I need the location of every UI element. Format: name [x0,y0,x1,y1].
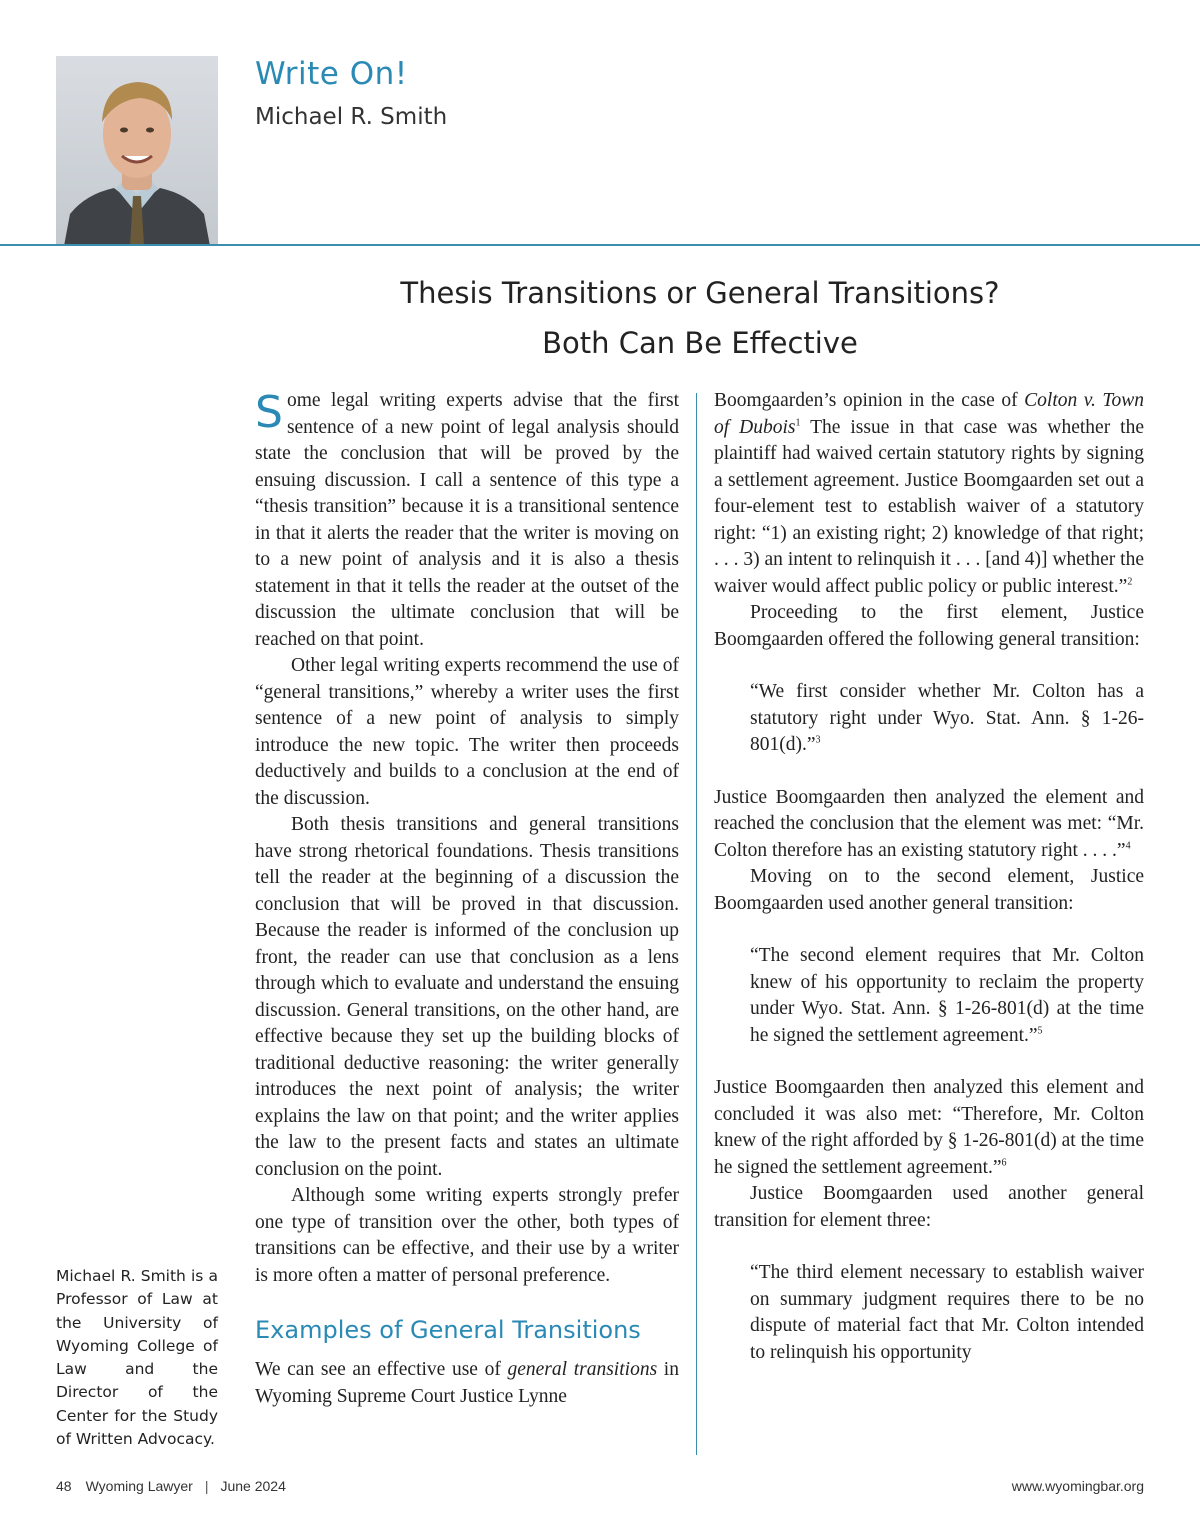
author-name: Michael R. Smith [255,104,448,130]
article-title-line-1: Thesis Transitions or General Transitions? [400,276,1000,310]
paragraph-8-text: Justice Boomgaarden then analyzed the element and reached the conclusion that the element was met: “Mr. Colton therefore has an existing statutory right . . . .” [714,786,1144,861]
block-quote-3: “The third element necessary to establish waiver on summary judgment requires there to be no dispute of material fact that Mr. Colton intended to relinquish his opportunity [750,1262,1144,1363]
website-link[interactable]: www.wyomingbar.org [1011,1478,1144,1494]
article-title-line-2: Both Can Be Effective [542,326,858,360]
footnote-ref-1: 1 [795,417,801,428]
paragraph-6-text-a: Boomgaarden’s opinion in the case of [714,390,1025,411]
footnote-ref-5: 5 [1037,1025,1043,1036]
paragraph-8 [714,785,1144,865]
footnote-ref-4: 4 [1125,840,1131,851]
paragraph-7: Proceeding to the first element, Justice Boomgaarden offered the following general transition: [714,602,1144,650]
case-name: Colton v. Town of Dubois [714,390,1144,438]
column-divider [696,393,697,1455]
paragraph-6-text-c: The issue in that case was whether the plaintiff had waived certain statutory rights by signing a settlement agreement. Justice Boomgaarden set out a four-element test to establish waiver of a statutory right: “1) an existing right; 2) knowledge of that right; . . . 3) an intent to relinquish it . . . [and 4)] whether the waiver would affect public policy or public interest.” [714,416,1144,597]
right-text-column [714,388,1144,1392]
page-number: 48 [56,1478,72,1494]
footnote-ref-3: 3 [815,734,821,746]
left-text-column [255,388,679,1410]
paragraph-1-text: ome legal writing experts advise that the first sentence of a new point of legal analysis should state the conclusion that will be proved by the ensuing discussion. I call a sentence of this type a “thesis transition” because it is a transitional sentence in that it alerts the reader that the writer is moving on to a new point of analysis and it is also a thesis statement in that it tells the reader at the outset of the discussion the ultimate conclusion that will be reached on that point. [255,390,679,650]
block-quote-2 [750,943,1144,1049]
footer-separator: | [204,1478,209,1494]
paragraph-5 [255,1357,679,1410]
paragraph-9: Moving on to the second element, Justice Boomgaarden used another general transition: [714,866,1144,914]
block-quote-1-text: “We first consider whether Mr. Colton has a statutory right under Wyo. Stat. Ann. § 1-26-801(d).” [750,681,1144,755]
paragraph-10-text: Justice Boomgaarden then analyzed this element and concluded it was also met: “Therefore, Mr. Colton knew of the right afforded by § 1-26-801(d) at the time he signed the settlement agreement.” [714,1077,1144,1178]
block-quote-2-text: “The second element requires that Mr. Colton knew of his opportunity to reclaim the property under Wyo. Stat. Ann. § 1-26-801(d) at the time he signed the settlement agreement.” [750,945,1144,1046]
author-bio: Michael R. Smith is a Professor of Law at the University of Wyoming College of Law and the Director of the Center for the Study of Written Advocacy. [56,1267,218,1449]
paragraph-3: Both thesis transitions and general transitions have strong rhetorical foundations. Thesis transitions tell the reader at the beginning of a discussion the conclusion that will be proved in that discussion. Because the reader is informed of the conclusion up front, the reader can use that conclusion as a lens through which to evaluate and understand the ensuing discussion. General transitions, on the other hand, are effective because they set up the building blocks of traditional deductive reasoning: the writer generally introduces the next point of analysis; the writer explains the law on that point; and the writer applies the law to the present facts and states an ultimate conclusion on the point. [255,814,679,1180]
header-divider [0,244,1200,246]
footnote-ref-2: 2 [1127,576,1133,587]
footer-left [56,1478,286,1494]
paragraph-6 [714,388,1144,600]
footnote-ref-6: 6 [1001,1157,1007,1168]
block-quote-1 [750,679,1144,759]
column-title: Write On! [255,56,408,92]
drop-cap: S [255,387,283,438]
paragraph-2: Other legal writing experts recommend the use of “general transitions,” whereby a writer uses the first sentence of a new point of analysis to simply introduce the new topic. The writer then proceeds deductively and builds to a conclusion at the end of the discussion. [255,655,679,809]
paragraph-4: Although some writing experts strongly prefer one type of transition over the other, both types of transitions can be effective, and their use by a writer is more often a matter of personal preference. [255,1185,679,1286]
paragraph-1 [255,388,679,653]
paragraph-10 [714,1075,1144,1181]
issue-date: June 2024 [220,1478,286,1494]
author-photo [56,56,218,246]
paragraph-5-text-a: We can see an effective use of [255,1359,508,1380]
article-title [255,268,1145,368]
paragraph-5-italic: general transitions [507,1359,658,1380]
paragraph-11: Justice Boomgaarden used another general transition for element three: [714,1183,1144,1231]
publication-name: Wyoming Lawyer [85,1478,193,1494]
section-heading: Examples of General Transitions [255,1316,641,1344]
paragraph-5-text-b: in Wyoming Supreme Court Justice Lynne [255,1359,679,1407]
